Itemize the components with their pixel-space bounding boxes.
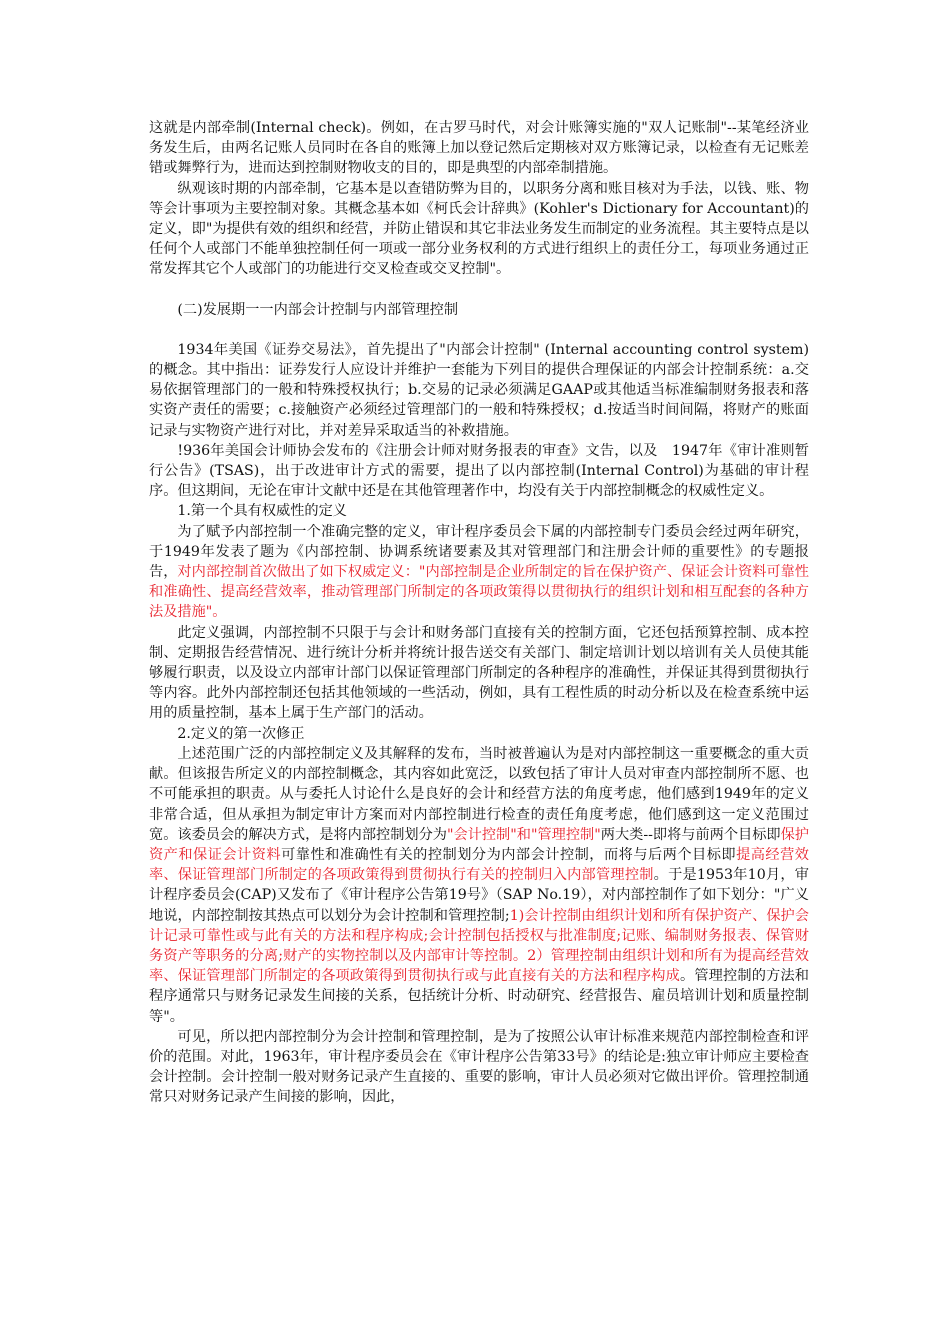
document-body bbox=[149, 118, 809, 1108]
highlighted-text: 保护资产和保证会计资料 bbox=[149, 826, 809, 863]
blank-line bbox=[149, 320, 809, 340]
text-run: 为了赋予内部控制一个准确完整的定义，审计程序委员会下属的内部控制专门委员会经过两年研究，于1949年发表了题为《内部控制、协调系统诸要素及其对管理部门和注册会计师的重要性》的专题报告， bbox=[149, 523, 809, 581]
text-run: 上述范围广泛的内部控制定义及其解释的发布，当时被普遍认为是对内部控制这一重要概念的重大贡献。但该报告所定义的内部控制概念，其内容如此宽泛，以致包括了审计人员对审查内部控制所不愿、也不可能承担的职责。从与委托人讨论什么是良好的会计和经营方法的角度考虑，他们感到1949年的定义非常合适，但从承担为制定审计方案而对内部控制进行检查的责任角度考虑，他们感到这一定义范围过宽。该委员会的解决方式，是将内部控制划分为 bbox=[149, 745, 809, 843]
highlighted-text: 1)会计控制由组织计划和所有保护资产、保护会计记录可靠性或与此有关的方法和程序构成;会计控制包括授权与批准制度;记账、编制财务报表、保管财务资产等职务的分离;财产的实物控制以及内部审计等控制。2）管理控制由组织计划和所有为提高经营效率、保证管理部门所制定的各项政策得到贯彻执行或与此直接有关的方法和程序构成 bbox=[149, 907, 809, 985]
paragraph-overview: 纵观该时期的内部牵制，它基本是以查错防弊为目的，以职务分离和账目核对为手法，以钱、账、物等会计事项为主要控制对象。其概念基本如《柯氏会计辞典》(Kohler's Dictionary for Accountant)的定义，即"为提供有效的组织和经营，并防止错误和其它非法业务发生而制定的业务流程。其主要特点是以任何个人或部门不能单独控制任何一项或一部分业务权利的方式进行组织上的责任分工，每项业务通过正常发挥其它个人或部门的功能进行交叉检查或交叉控制"。 bbox=[149, 180, 809, 278]
paragraph-revision bbox=[149, 744, 809, 1027]
paragraph-internal-check: 这就是内部牵制(Internal check)。例如，在古罗马时代，对会计账簿实施的"双人记账制"--某笔经济业务发生后，由两名记账人员同时在各自的账簿上加以登记然后定期核对双方账簿记录，以检查有无记账差错或舞弊行为，进而达到控制财物收支的目的，即是典型的内部牵制措施。 bbox=[149, 120, 809, 177]
paragraph-definition-scope: 此定义强调，内部控制不只限于与会计和财务部门直接有关的控制方面，它还包括预算控制、成本控制、定期报告经营情况、进行统计分析并将统计报告送交有关部门、制定培训计划以培训有关人员使其能够履行职责，以及设立内部审计部门以保证管理部门所制定的各种程序的准确性，并保证其得到贯彻执行等内容。此外内部控制还包括其他领域的一些活动，例如，具有工程性质的时动分析以及在检查系统中运用的质量控制，基本上属于生产部门的活动。 bbox=[149, 624, 809, 722]
text-run: 两大类--即将与前两个目标即 bbox=[600, 826, 781, 843]
text-run: 可靠性和准确性有关的控制划分为内部会计控制，而将与后两个目标即 bbox=[281, 846, 737, 863]
text-run: 。于是1953年10月，审计程序委员会(CAP)又发布了《审计程序公告第19号》（SAP No.19），对内部控制作了如下划分："广义地说，内部控制按其热点可以划分为会计控制和管理控制; bbox=[149, 867, 809, 924]
subheading-first-definition: 1.第一个具有权威性的定义 bbox=[177, 503, 347, 520]
highlighted-text: "会计控制"和"管理控制" bbox=[446, 826, 601, 843]
highlighted-text: 提高经营效率、保证管理部门所制定的各项政策得到贯彻执行有关的控制归入内部管理控制 bbox=[149, 846, 809, 884]
section-heading-development: (二)发展期一一内部会计控制与内部管理控制 bbox=[177, 301, 459, 318]
blank-line bbox=[149, 280, 809, 300]
subheading-first-revision: 2.定义的第一次修正 bbox=[177, 725, 305, 742]
highlighted-definition: 对内部控制首次做出了如下权威定义："内部控制是企业所制定的旨在保护资产、保证会计资料可靠性和准确性、提高经营效率，推动管理部门所制定的各项政策得以贯彻执行的组织计划和相互配套的各种方法及措施"。 bbox=[149, 564, 809, 621]
paragraph-conclusion: 可见，所以把内部控制分为会计控制和管理控制，是为了按照公认审计标准来规范内部控制检查和评价的范围。对此，1963年，审计程序委员会在《审计程序公告第33号》的结论是:独立审计师应主要检查会计控制。会计控制一般对财务记录产生直接的、重要的影响，审计人员必须对它做出评价。管理控制通常只对财务记录产生间接的影响，因此， bbox=[149, 1028, 809, 1106]
paragraph-aicpa-1936: !936年美国会计师协会发布的《注册会计师对财务报表的审查》文告，以及 1947年《审计准则暂行公告》(TSAS)，出于改进审计方式的需要，提出了以内部控制(Internal Control)为基础的审计程序。但这期间，无论在审计文献中还是在其他管理著作中，均没有关于内部控制概念的权威性定义。 bbox=[149, 442, 809, 500]
paragraph-securities-act: 1934年美国《证券交易法》，首先提出了"内部会计控制" (Internal accounting control system)的概念。其中指出：证券发行人应设计并维护一套能为下列目的提供合理保证的内部会计控制系统：a.交易依据管理部门的一般和特殊授权执行；b.交易的记录必须满足GAAP或其他适当标准编制财务报表和落实资产责任的需要；c.接触资产必须经过管理部门的一般和特殊授权；d.按适当时间间隔，将财产的账面记录与实物资产进行对比，并对差异采取适当的补救措施。 bbox=[149, 341, 809, 439]
paragraph-1949-definition bbox=[149, 522, 809, 623]
text-run: 。管理控制的方法和程序通常只与财务记录发生间接的关系，包括统计分析、时动研究、经营报告、雇员培训计划和质量控制等"。 bbox=[149, 968, 809, 1025]
